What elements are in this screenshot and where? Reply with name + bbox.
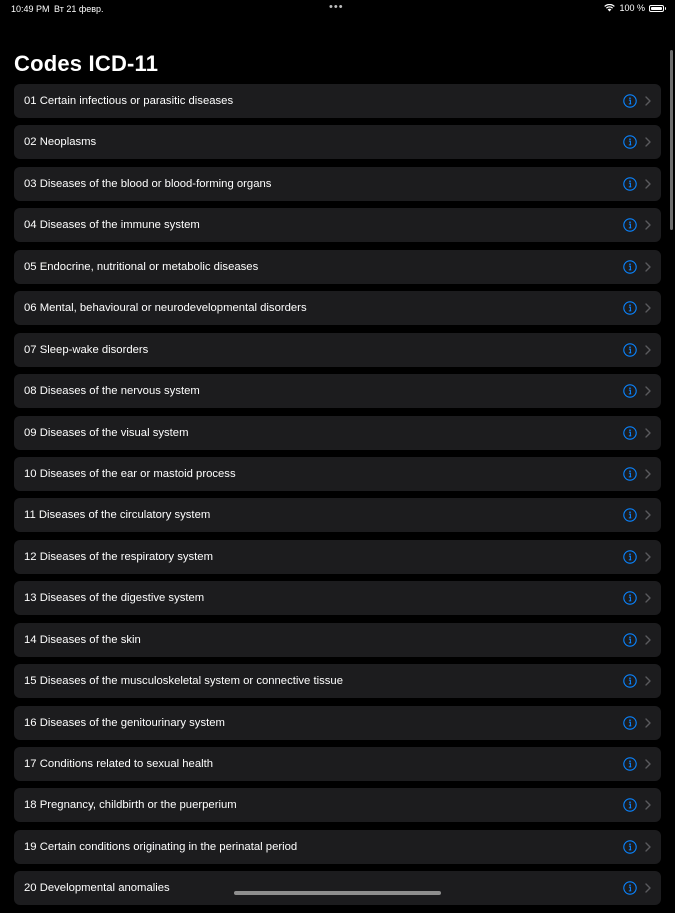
info-circle-icon[interactable] [623, 177, 637, 191]
chapter-label: 07 Sleep-wake disorders [24, 343, 149, 356]
wifi-icon [604, 4, 615, 12]
info-circle-icon[interactable] [623, 135, 637, 149]
info-circle-icon[interactable] [623, 757, 637, 771]
info-circle-icon[interactable] [623, 633, 637, 647]
chapter-label: 20 Developmental anomalies [24, 882, 170, 895]
battery-icon [649, 5, 664, 12]
scroll-indicator[interactable] [670, 50, 673, 230]
chevron-right-icon [645, 469, 651, 479]
chapter-row[interactable] [14, 540, 661, 574]
chapter-label: 02 Neoplasms [24, 136, 97, 149]
chapter-row[interactable] [14, 498, 661, 532]
chapter-row[interactable] [14, 208, 661, 242]
chapter-label: 19 Certain conditions originating in the perinatal period [24, 840, 298, 853]
chevron-right-icon [645, 800, 651, 810]
chevron-right-icon [645, 842, 651, 852]
chapter-row[interactable] [14, 623, 661, 657]
chapter-label: 08 Diseases of the nervous system [24, 385, 200, 398]
info-circle-icon[interactable] [623, 94, 637, 108]
status-time: 10:49 PM [11, 4, 50, 14]
info-circle-icon[interactable] [623, 426, 637, 440]
status-indicators [604, 3, 664, 13]
status-bar [0, 0, 675, 16]
chapter-row[interactable] [14, 664, 661, 698]
chapter-label: 04 Diseases of the immune system [24, 219, 200, 232]
chapter-label: 06 Mental, behavioural or neurodevelopmental disorders [24, 302, 307, 315]
chevron-right-icon [645, 718, 651, 728]
chevron-right-icon [645, 593, 651, 603]
chapter-row[interactable] [14, 457, 661, 491]
chevron-right-icon [645, 759, 651, 769]
chevron-right-icon [645, 552, 651, 562]
chevron-right-icon [645, 345, 651, 355]
info-circle-icon[interactable] [623, 467, 637, 481]
chapter-row[interactable] [14, 871, 661, 905]
chapter-row[interactable] [14, 747, 661, 781]
info-circle-icon[interactable] [623, 301, 637, 315]
chevron-right-icon [645, 303, 651, 313]
chapter-label: 18 Pregnancy, childbirth or the puerperium [24, 799, 237, 812]
battery-percentage: 100 % [619, 3, 645, 13]
chevron-right-icon [645, 883, 651, 893]
multitasking-dots-icon[interactable]: ••• [329, 1, 344, 13]
info-circle-icon[interactable] [623, 384, 637, 398]
chapter-label: 10 Diseases of the ear or mastoid process [24, 467, 236, 480]
chapter-label: 14 Diseases of the skin [24, 633, 141, 646]
info-circle-icon[interactable] [623, 508, 637, 522]
chevron-right-icon [645, 179, 651, 189]
chapter-label: 12 Diseases of the respiratory system [24, 550, 213, 563]
chapter-label: 13 Diseases of the digestive system [24, 592, 205, 605]
info-circle-icon[interactable] [623, 674, 637, 688]
chapter-row[interactable] [14, 84, 661, 118]
chapter-label: 15 Diseases of the musculoskeletal system or connective tissue [24, 675, 343, 688]
info-circle-icon[interactable] [623, 840, 637, 854]
chapter-row[interactable] [14, 167, 661, 201]
chevron-right-icon [645, 676, 651, 686]
battery-level [651, 7, 662, 10]
chapter-row[interactable] [14, 706, 661, 740]
chevron-right-icon [645, 96, 651, 106]
info-circle-icon[interactable] [623, 881, 637, 895]
chapter-label: 01 Certain infectious or parasitic diseases [24, 95, 234, 107]
chevron-right-icon [645, 510, 651, 520]
chapter-row[interactable] [14, 581, 661, 615]
status-date: Вт 21 февр. [54, 4, 104, 14]
chapter-row[interactable] [14, 416, 661, 450]
chevron-right-icon [645, 428, 651, 438]
chapter-label: 05 Endocrine, nutritional or metabolic diseases [24, 260, 259, 273]
chapter-row[interactable] [14, 291, 661, 325]
chevron-right-icon [645, 220, 651, 230]
info-circle-icon[interactable] [623, 343, 637, 357]
chapter-row[interactable] [14, 125, 661, 159]
info-circle-icon[interactable] [623, 716, 637, 730]
chapter-label: 17 Conditions related to sexual health [24, 758, 214, 770]
chapter-row[interactable] [14, 788, 661, 822]
info-circle-icon[interactable] [623, 798, 637, 812]
chapter-label: 09 Diseases of the visual system [24, 426, 189, 439]
chapter-row[interactable] [14, 374, 661, 408]
chevron-right-icon [645, 137, 651, 147]
info-circle-icon[interactable] [623, 591, 637, 605]
chapter-label: 11 Diseases of the circulatory system [24, 509, 211, 522]
chevron-right-icon [645, 262, 651, 272]
chapter-list [14, 84, 661, 913]
info-circle-icon[interactable] [623, 218, 637, 232]
info-circle-icon[interactable] [623, 260, 637, 274]
chapter-row[interactable] [14, 830, 661, 864]
chapter-row[interactable] [14, 250, 661, 284]
chevron-right-icon [645, 635, 651, 645]
info-circle-icon[interactable] [623, 550, 637, 564]
home-indicator[interactable] [234, 891, 441, 895]
page-title: Codes ICD-11 [14, 51, 159, 76]
chapter-label: 16 Diseases of the genitourinary system [24, 716, 225, 729]
chapter-row[interactable] [14, 333, 661, 367]
chapter-label: 03 Diseases of the blood or blood-forming organs [24, 177, 272, 190]
chevron-right-icon [645, 386, 651, 396]
